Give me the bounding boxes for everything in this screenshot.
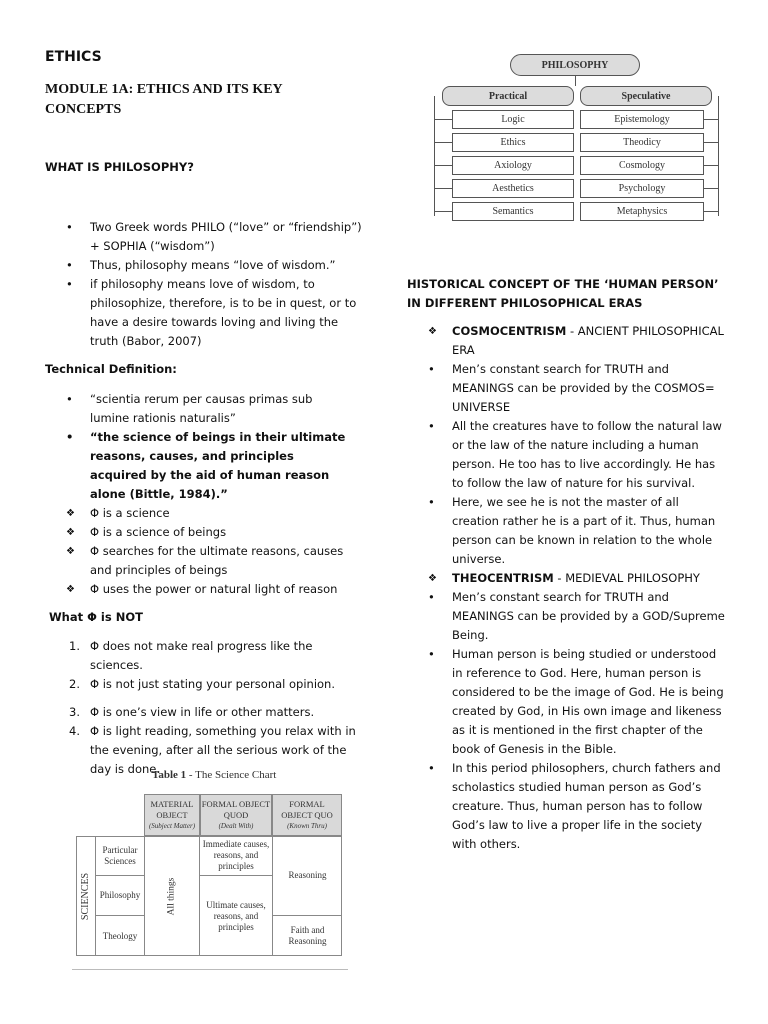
list-item: • Thus, philosophy means “love of wisdom.” bbox=[45, 256, 365, 275]
page-title: ETHICS bbox=[45, 49, 102, 65]
list-item: • Human person is being studied or understood in reference to God. Here, human person is considered to be the image of God. He is being created by God, in His own image and likeness as it is mentioned in the first chapter of the book of Genesis in the Bible. bbox=[407, 645, 727, 759]
list-item: • All the creatures have to follow the natural law or the law of the nature including a human person. He too has to live accordingly. He has to follow the law of nature for his survival. bbox=[407, 417, 727, 493]
historical-concept-heading: HISTORICAL CONCEPT OF THE ‘HUMAN PERSON’ IN DIFFERENT PHILOSOPHICAL ERAS bbox=[407, 277, 719, 310]
diagram-root: PHILOSOPHY bbox=[510, 54, 640, 76]
what-is-philosophy-heading: WHAT IS PHILOSOPHY? bbox=[45, 160, 194, 174]
header-subtext: (Dealt With) bbox=[218, 821, 254, 830]
header-material-object bbox=[144, 794, 200, 836]
connector bbox=[434, 211, 452, 212]
philosophy-diagram bbox=[430, 48, 730, 233]
technical-definition-heading: Technical Definition: bbox=[45, 362, 177, 376]
item-text: Φ does not make real progress like the sciences. bbox=[90, 639, 313, 672]
item-number: 3. bbox=[69, 705, 80, 719]
cell-all-things: All things bbox=[144, 836, 200, 956]
cell-immediate-causes: Immediate causes, reasons, and principles bbox=[200, 836, 272, 876]
theocentrism-bullets bbox=[407, 588, 727, 854]
connector bbox=[704, 142, 718, 143]
connector bbox=[704, 165, 718, 166]
item-number: 2. bbox=[69, 677, 80, 691]
header-formal-object-quo bbox=[272, 794, 342, 836]
diagram-practical: Practical bbox=[442, 86, 574, 106]
cosmocentrism-bullets bbox=[407, 360, 727, 569]
cosmocentrism-section bbox=[407, 322, 727, 569]
diagram-item-logic: Logic bbox=[452, 110, 574, 129]
header-formal-object-quod bbox=[200, 794, 272, 836]
connector bbox=[704, 188, 718, 189]
item-text: Φ is one’s view in life or other matters. bbox=[90, 705, 315, 719]
caption-text: - The Science Chart bbox=[186, 769, 277, 781]
connector bbox=[434, 142, 452, 143]
connector bbox=[434, 165, 452, 166]
list-item: • Men’s constant search for TRUTH and MEANINGS can be provided by a GOD/Supreme Being. bbox=[407, 588, 727, 645]
header-subtext: (Known Thru) bbox=[287, 821, 327, 830]
cell-reasoning: Reasoning bbox=[272, 836, 342, 916]
cell-faith-reasoning: Faith and Reasoning bbox=[272, 916, 342, 956]
connector bbox=[434, 188, 452, 189]
list-item: • “scientia rerum per causas primas sub lumine rationis naturalis” bbox=[45, 390, 350, 428]
philosophy-bullets bbox=[45, 218, 365, 351]
connector bbox=[704, 119, 718, 120]
connector bbox=[434, 119, 452, 120]
table-caption bbox=[152, 766, 276, 785]
list-item: • Men’s constant search for TRUTH and MEANINGS can be provided by the COSMOS= UNIVERSE bbox=[407, 360, 727, 417]
sciences-side-label: SCIENCES bbox=[76, 836, 96, 956]
diagram-item-ethics: Ethics bbox=[452, 133, 574, 152]
row-theology: Theology bbox=[102, 930, 138, 941]
list-item bbox=[45, 675, 365, 694]
diagram-item-semantics: Semantics bbox=[452, 202, 574, 221]
list-item: • “the science of beings in their ultimate reasons, causes, and principles acquired by the aid of human reason alone (Bittle, 1984).” bbox=[45, 428, 350, 504]
list-item bbox=[45, 703, 365, 722]
connector bbox=[704, 211, 718, 212]
era-name: COSMOCENTRISM bbox=[452, 324, 567, 338]
not-list bbox=[45, 637, 365, 779]
divider bbox=[72, 969, 348, 970]
list-item: ❖ Φ is a science of beings bbox=[45, 523, 365, 542]
diagram-item-aesthetics: Aesthetics bbox=[452, 179, 574, 198]
header-text: MATERIAL OBJECT bbox=[150, 798, 194, 820]
list-item: • if philosophy means love of wisdom, to philosophize, therefore, is to be in quest, or to have a desire towards loving and living the truth (Babor, 2007) bbox=[45, 275, 365, 351]
diagram-item-metaphysics: Metaphysics bbox=[580, 202, 704, 221]
connector bbox=[575, 76, 576, 86]
cell-ultimate-causes: Ultimate causes, reasons, and principles bbox=[206, 899, 266, 932]
diagram-item-epistemology: Epistemology bbox=[580, 110, 704, 129]
item-number: 4. bbox=[69, 724, 80, 738]
era-description: - ANCIENT PHILOSOPHICAL ERA bbox=[452, 324, 724, 357]
diagram-item-theodicy: Theodicy bbox=[580, 133, 704, 152]
era-description: - MEDIEVAL PHILOSOPHY bbox=[553, 571, 700, 585]
header-text: FORMAL OBJECT QUOD bbox=[201, 798, 271, 820]
theocentrism-title bbox=[407, 569, 727, 588]
caption-label: Table 1 bbox=[152, 769, 187, 781]
list-item: ❖ Φ searches for the ultimate reasons, causes and principles of beings bbox=[45, 542, 365, 580]
list-item bbox=[45, 637, 365, 675]
row-particular-sciences: Particular Sciences bbox=[96, 836, 144, 876]
science-chart bbox=[70, 762, 350, 974]
header-subtext: (Subject Matter) bbox=[148, 821, 196, 830]
diagram-item-psychology: Psychology bbox=[580, 179, 704, 198]
module-title: MODULE 1A: ETHICS AND ITS KEY CONCEPTS bbox=[45, 82, 283, 117]
era-name: THEOCENTRISM bbox=[452, 571, 554, 585]
cosmocentrism-title bbox=[407, 322, 727, 360]
list-item: ❖ Φ is a science bbox=[45, 504, 365, 523]
list-item: • Two Greek words PHILO (“love” or “friendship”) + SOPHIA (“wisdom”) bbox=[45, 218, 365, 256]
diagram-item-cosmology: Cosmology bbox=[580, 156, 704, 175]
header-text: FORMAL OBJECT QUO bbox=[281, 798, 333, 820]
connector bbox=[434, 96, 435, 216]
connector bbox=[718, 96, 719, 216]
item-number: 1. bbox=[69, 639, 80, 653]
diagram-item-axiology: Axiology bbox=[452, 156, 574, 175]
technical-bullets bbox=[45, 390, 365, 504]
list-item: • Here, we see he is not the master of all creation rather he is a part of it. Thus, human person can be known in relation to the whole universe. bbox=[407, 493, 727, 569]
what-phi-is-not-heading: What Φ is NOT bbox=[49, 610, 143, 624]
diagram-speculative: Speculative bbox=[580, 86, 712, 106]
list-item: • In this period philosophers, church fathers and scholastics studied human person as God’s creature. Thus, human person has to follow God’s law to live a proper life in the society with others. bbox=[407, 759, 727, 854]
list-item: ❖ Φ uses the power or natural light of reason bbox=[45, 580, 365, 599]
phi-diamond-list bbox=[45, 504, 365, 599]
theocentrism-section bbox=[407, 569, 727, 854]
item-text: Φ is not just stating your personal opinion. bbox=[90, 677, 335, 691]
row-philosophy: Philosophy bbox=[96, 876, 144, 916]
item-text: Φ is light reading, something you relax with in the evening, after all the serious work of the day is done. bbox=[90, 724, 356, 776]
